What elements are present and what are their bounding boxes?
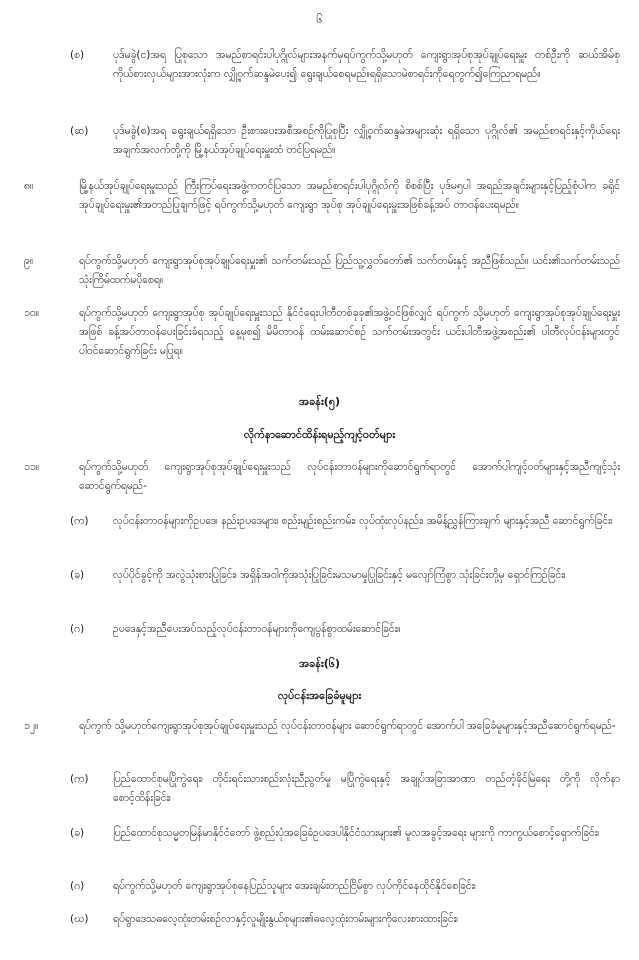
section-text: ရပ်ကွက်သို့မဟုတ် ကျေးရွာအုပ်စု အုပ်ချုပ်ရေးမှူးသည် နိုင်ငံရေးပါတီတစ်ခုခု၏အဖွဲ့ဝင်ဖြစ်လျှင် ရပ်ကွက် သို့မဟုတ် ကျေးရွာအုပ်စုအုပ်ချုပ်ရေးမှူးအဖြစ် ခန့်အပ်တာဝန်ပေးခြင်းခံရသည့် နေ့မှစ၍ မိမိတာဝန် ထမ်းဆောင်စဉ် သက်တမ်းအတွင်း ယင်းပါတီအဖွဲ့အစည်း၏ ပါတီလုပ်ငန်းများတွင် ပါဝင်ဆောင်ရွက်ခြင်း မပြုရ။ (79, 307, 620, 357)
clause-text: လုပ်ငန်းတာဝန်များကိုဥပဒေ၊ နည်းဥပဒေများ၊ စည်းမျဉ်းစည်းကမ်း၊ လုပ်ထုံးလုပ်နည်း၊ အမိန့်ညွှန်ကြားချက် များနှင့်အညီ ဆောင်ရွက်ခြင်း၊ (113, 515, 613, 527)
chapter-6-title: အခန်း(၆) (298, 657, 340, 670)
clause-text: ပြည်ထောင်စုမပြိုကွဲရေး၊ တိုင်းရင်းသားစည်းလုံးညီညွတ်မှု မပြိုကွဲရေးနှင့် အချုပ်အခြာအာဏာ တည်တံ့ခိုင်မြဲရေး တို့ကို လိုက်နာစောင့်ထိန်းခြင်း၊ (113, 773, 620, 804)
section-number: ၁၂။ (24, 720, 39, 732)
clause-text: ပြည်ထောင်စုသမ္မတမြန်မာနိုင်ငံတော် ဖွဲ့စည်းပုံအခြေခံဥပဒေပါနိုင်ငံသားများ၏ မူလအခွင့်အရေး များကို ကာကွယ်စောင့်ရှောက်ခြင်း၊ (113, 827, 600, 839)
clause-number: (ခ) (70, 569, 85, 581)
clause-text: ရပ်ရွာဒေသဓလေ့ထုံးတမ်းစဉ်လာနှင့်လူမျိုးနွယ်စုများ၏ဓလေ့ထုံးတမ်းများကိုလေးစားထားခြင်း၊ (113, 913, 458, 925)
section-text: ရပ်ကွက်သို့မဟုတ် ကျေးရွာအုပ်စုအုပ်ချုပ်ရေးမှူး၏ သက်တမ်းသည် ပြည်သူ့လွှတ်တော်၏ သက်တမ်းနှင့် အညီဖြစ်သည်။ ယင်း၏သက်တမ်းသည်သုံးကြိမ်ထက်မပိုစေရ။ (79, 255, 620, 286)
clause-11-c (70, 620, 620, 639)
section-text: ရပ်ကွက် သို့မဟုတ်ကျေးရွာအုပ်စုအုပ်ချုပ်ရေးမှူးသည် လုပ်ငန်းတာဝန်များ ဆောင်ရွက်ရာတွင် အောက်ပါ အခြေခံမူများနှင့်အညီဆောင်ရွက်ရမည်- (79, 720, 616, 732)
clause-number: (စ) (70, 49, 85, 61)
clause-number: (ဆ) (70, 125, 89, 137)
clause-text: ဥပဒေနှင့်အညီပေးအပ်သည့်လုပ်ငန်းတာဝန်များကိုကျေပွန်စွာထမ်းဆောင်ခြင်း။ (113, 623, 401, 635)
clause-number: (ဂ) (70, 623, 85, 635)
section-11 (24, 458, 620, 496)
clause-12-c (70, 877, 620, 896)
clause-text: ရပ်ကွက်သို့မဟုတ် ကျေးရွာအုပ်စုနေပြည်သူများ အေးချမ်းတည်ငြိမ်စွာ လုပ်ကိုင်နေထိုင်နိုင်စေခြင်း၊ (113, 880, 476, 892)
clause-sub-b (70, 122, 620, 160)
clause-12-d (70, 910, 620, 929)
clause-number: (ဃ) (70, 913, 89, 925)
clause-number: (ခ) (70, 827, 85, 839)
page-number: ၆ (316, 13, 323, 26)
section-text: ရပ်ကွက်သို့မဟုတ် ကျေးရွာအုပ်စုအုပ်ချုပ်ရေးမှူးသည် လုပ်ငန်းတာဝန်များကိုဆောင်ရွက်ရာတွင် အောက်ပါကျင့်ဝတ်များနှင့်အညီကျင့်သုံးဆောင်ရွက်ရမည်- (79, 461, 620, 492)
clause-number: (က) (70, 515, 89, 527)
section-9 (24, 252, 620, 290)
clause-text: လုပ်ပိုင်ခွင့်ကို အလွဲသုံးစားပြုခြင်း၊ အရှိန်အဝါကိုအသုံးပြုခြင်းမသမာမှုပြုခြင်းနှင့် မလျော်ကြံစွာ သုံးခြင်းတို့မှ ရှောင်ကြဉ်ခြင်း၊ (113, 569, 566, 581)
clause-11-b (70, 566, 620, 585)
chapter-6-subtitle: လုပ်ငန်းအခြေခံမူများ (277, 689, 362, 702)
section-number: ၁၁။ (24, 461, 39, 473)
chapter-5-subtitle: လိုက်နာဆောင်ထိန်းရမည့်ကျင့်ဝတ်များ (243, 428, 396, 441)
section-12 (24, 717, 620, 736)
section-number: ၁၀။ (24, 307, 39, 319)
clause-12-b (70, 824, 620, 843)
clause-12-a (70, 770, 620, 808)
clause-number: (ဂ) (70, 880, 85, 892)
section-number: ၈။ (24, 180, 34, 192)
chapter-5-title: အခန်း(၅) (298, 395, 340, 408)
section-10 (24, 304, 620, 361)
clause-11-a (70, 512, 620, 531)
clause-number: (က) (70, 773, 89, 785)
clause-text: ပုဒ်မခွဲ(င)အရ ပြုစုသော အမည်စာရင်းပါပုဂ္ဂိုလ်များအနက်မှရပ်ကွက်သို့မဟုတ် ကျေးရွာအုပ်စုအုပ်ချုပ်ရေးမှူး တစ်ဦးကို ဆယ်အိမ်စုကိုယ်စားလှယ်များအားလုံးက လျှို့ဝှက်ဆန္ဒမဲပေး၍ ရွေးချယ်စေရမည်။ရရှိသောမဲစာရင်းကိုရေတွက်၍ကြေညာရမည်။ (113, 49, 620, 80)
section-number: ၉။ (24, 255, 34, 267)
clause-text: ပုဒ်မခွဲ(စ)အရ ရွေးချယ်ရရှိသော ဦးစားပေးအစီအစဉ်ကိုပြုစုပြီး လျှို့ဝှက်ဆန္ဒမဲအများဆုံး ရရှိသော ပုဂ္ဂိုလ်၏ အမည်စာရင်းနှင့်ကိုယ်ရေးအချက်အလက်တို့ကို မြို့နယ်အုပ်ချုပ်ရေးမှူးထံ တင်ပြရမည်။ (113, 125, 620, 156)
section-8 (24, 177, 620, 215)
clause-sub-a (70, 46, 620, 84)
section-text: မြို့နယ်အုပ်ချုပ်ရေးမှူးသည် ကြီးကြပ်ရေးအဖွဲ့ကတင်ပြသော အမည်စာရင်းပါပုဂ္ဂိုလ်ကို စိစစ်ပြီး ပုဒ်မ၅ပါ အရည်အချင်းများနှင့်ပြည့်စုံပါက ခရိုင်အုပ်ချုပ်ရေးမှူး၏အတည်ပြုချက်ဖြင့် ရပ်ကွက်သို့မဟုတ် ကျေးရွာ အုပ်စု အုပ်ချုပ်ရေးမှူးအဖြစ်ခန့်အပ် တာဝန်ပေးရမည်။ (79, 180, 620, 211)
